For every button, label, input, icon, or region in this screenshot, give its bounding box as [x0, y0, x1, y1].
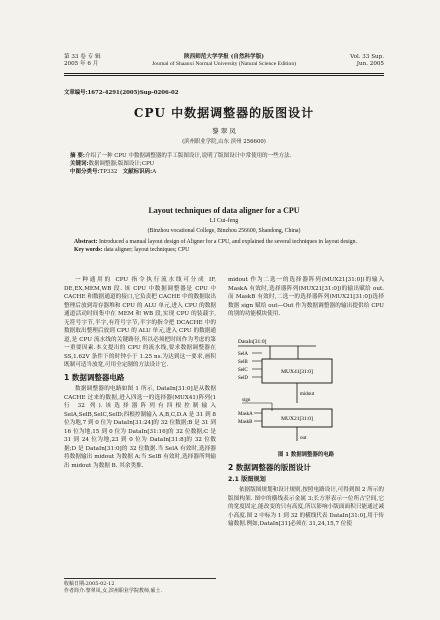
sel-b-label: SelB [238, 360, 248, 365]
keywords-label-cn: 关键词: [70, 161, 89, 167]
abstract-block-cn [70, 152, 380, 176]
author-en: LI Cui-feng [209, 218, 239, 224]
intro-paragraph: 一种通用的 CPU 指令执行流水线可分成 IF, DE,EX,MEM,WB 段. 该 CPU 中数据调整器是 CPU 中 CACHE 和数据通道的接口,它负责把 CACHE 中的数据取出整理后放到寄存器堆和 CPU 的 ALU 单元,进入 CPU 的数据通道活动时间集中在 MEM 和 WB 段,实现 CPU 的装载字,无符号字节,半字,有符号字节,半字的指令把 DCACHE 中的数据取出整理后放到 CPU 的 ALU 单元,进入 CPU 的数据通道,是 CPU 流水线的关键路径,所以必须把时间作为考虑的第一重要因素.本文提出的 CPU 的流水线,要求数据调整器在 SS,1.62V 条件下的时钟小于 1.25 ns.为达到这一要求,画积既制可适当放宽,可用全定制的方法设计它. [64, 277, 216, 368]
header-rule-2 [64, 75, 384, 76]
affiliation-en: (Binzhou vocational College, Binzhou 256600, Shandong, China) [147, 228, 301, 234]
figure-caption: 图 1 数据调整器的电路 [277, 452, 335, 458]
out-label: out [300, 436, 307, 441]
mux41-label: MUX41[31:0] [281, 369, 313, 375]
volume-line-en: Vol. 33 Sup. [350, 54, 384, 60]
volume-line: 第 33 卷 专 辑 [64, 54, 101, 60]
author-cn: 黎 翠 凤 [212, 127, 236, 135]
subsection-2-1-paragraph: 依据版图规划和设计规则,按照电路设计,可得到图 2 所示的版图构架. 图中的横线表示金属 3;长方形表示一位所占空间,它的宽度固定,能改变的只有高度,所以影响小版面面积只能通过减小高度.图 2 中标为 1 到 32 的横线代表 DataIn[31:0],用于传输数据.例如,DataIn[31]必须在 31,24,15,7 位使 [228, 487, 384, 527]
clc-label: 中图分类号: [70, 169, 100, 175]
abstract-text-en: Introduced a manual layout design of Aligner for a CPU, and explained the several techniques in layout design. [98, 239, 358, 245]
title-en: Layout techniques of data aligner for a CPU [148, 206, 300, 215]
keywords-cn [70, 160, 380, 168]
header-rule [64, 73, 384, 74]
clc-code: TP332 [99, 169, 118, 175]
doc-code-label: 文献标识码: [122, 169, 153, 175]
author-bio: 作者简介:黎翠凤,女,滨州职业学院教师,硕士. [64, 588, 163, 594]
abstract-label-cn: 摘 要: [70, 153, 85, 159]
right-paragraph-1: midout 作为二选一的选择器阵列(MUX21[31:0])的输入 MaskA 有效时,选择器阵列(MUX21[31:0])的输出赋给 out. 而 MaskB 有效时,二选一的选择器阵列(MUX21[31:0])选择数据 sign 赋给 out—Out 作为数据调整器的输出提供给 CPU 的别的功能模块使用. [228, 277, 384, 317]
journal-name-en: Journal of Shaanxi Normal University (Natural Science Edition) [151, 61, 296, 67]
keywords-text-en: data aligner; layout techniques; CPU [103, 246, 190, 253]
classification-line [70, 168, 380, 176]
journal-name [64, 54, 384, 68]
date-line: 2005 年 6 月 [64, 61, 99, 67]
input-bus-label: DataIn[31:0] [238, 339, 267, 345]
abstract-cn [70, 152, 380, 160]
left-column [64, 276, 216, 470]
right-column-bottom [228, 460, 384, 529]
sel-a-label: SelA [238, 352, 248, 357]
midout-label: midout [300, 392, 315, 397]
subsection-2-1-title: 2.1 版图规划 [228, 475, 266, 483]
affiliation-cn: (滨州职业学院,山东 滨州 256600) [182, 139, 266, 145]
section-1-paragraph: 数据调整器的电路如图 1 所示, DataIn[31:0]是从数据 CACHE 过来的数据,进入四选一的选择器(MUX41)阵列(1 行 32 列).该选择器阵列有四根控制输入 SelA,SelB,SelC,SelD;四根控制输入 A,B,C,D.A 是 31 到 8 位为地,7 到 0 位为 DataIn[31:24]的 32 位数据;B 是 31 到 16 位为地,15 到 0 位为 DataIn[31:16]的 32 位数据;C 是 31 到 24 位为地,23 到 0 位为 DataIn[31:8]的 32 位数据;D 是 DataIn[31:0]的 32 位数据.当 SelA 有效时,选择器将数据输出 midout 为数据 A;当 SelB 有效时,选择器所判输出 midout 为数据 B. 其余类推. [64, 386, 216, 469]
volume-info-en [350, 54, 384, 68]
date-line-en: Jun. 2005 [356, 61, 384, 67]
section-1-title: 1 数据调整器电路 [64, 372, 125, 382]
sel-c-label: SelC [238, 368, 248, 373]
section-2-title: 2 数据调整器的版图设计 [228, 463, 311, 472]
article-number: 文章编号:1672-4291(2005)Sup-0206-02 [64, 90, 179, 96]
abstract-en [74, 239, 374, 247]
doc-code: A [152, 169, 157, 175]
mask-b-label: MaskB [238, 420, 253, 425]
keywords-en [74, 247, 374, 255]
mask-a-label: MaskA [238, 412, 253, 417]
sign-label: sign [242, 398, 251, 403]
sel-d-label: SelD [238, 376, 248, 381]
keywords-text-cn: 数据调整器;版图设计;CPU [88, 161, 155, 167]
journal-name-cn: 陕西师范大学学报 (自然科学版) [184, 54, 264, 60]
footnote [64, 578, 216, 595]
received-date: 收稿日期:2005-02-12 [64, 581, 115, 587]
mux21-label: MUX21[31:0] [281, 416, 313, 422]
abstract-text-cn: 介绍了一种 CPU 中数据调整器的手工版图设计,说明了版图设计中常使用的一些方法. [84, 153, 292, 159]
right-column-top [228, 276, 384, 336]
abstract-block-en [74, 239, 374, 255]
title-cn: CPU 中数据调整器的版图设计 [133, 106, 315, 120]
keywords-label-en: Key words: [74, 246, 103, 253]
abstract-label-en: Abstract: [74, 239, 98, 245]
circuit-diagram [236, 337, 366, 449]
